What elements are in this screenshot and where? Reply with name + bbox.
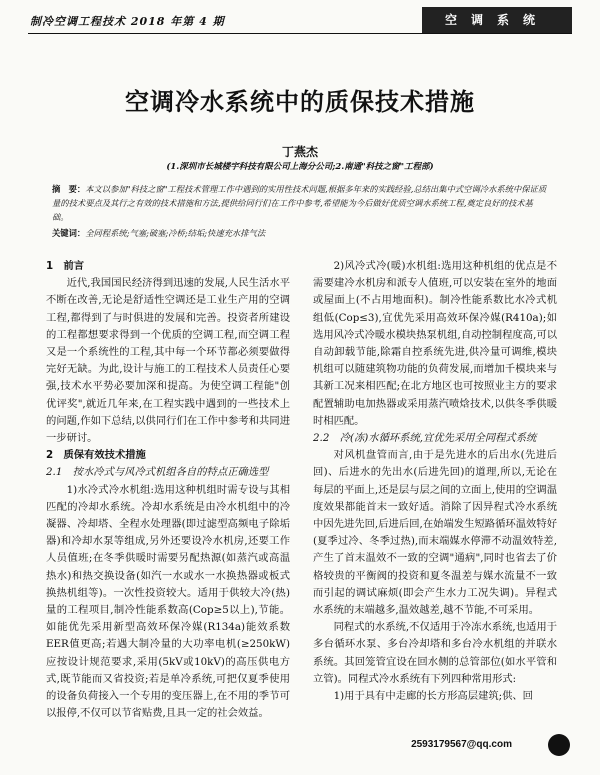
paragraph-water-cooled: 1)水冷式冷水机组:选用这种机组时需专设与其相匹配的冷却水系统。冷却水系统是由冷水机组中的冷凝器、冷却塔、全程水处理器(即过滤型高频电子除垢器)和冷却水泵等组成,另外还要设冷水机房,还要工作人员值班;在冬季供暖时需要另配热源(如蒸汽或高温热水)和热交换设备(如汽一水或水一水换热器或板式换热机组等)。一次性投资较大。适用于供较大冷(热)量的工程项目,制冷性能系数高(Cop≥5以上),节能。如能优先采用新型高效环保冷媒(R134a)能效系数EER值更高;若遇大制冷量的大功率电机(≥250kW)应按设计规范要求,采用(5kV或10kV)的高压供电方式,既节能而又省投资;若是单冷系统,可把仅夏季使用的设备负荷接入一个专用的变压器上,在不用的季节可以报停,不仅可以节省贴费,且具一定的社会效益。 [46, 483, 290, 720]
paragraph-same-range-2: 同程式的水系统,不仅适用于冷冻水系统,也适用于多台循环水泵、多台冷却塔和多台冷水机组的并联水系统。其回笼管宜设在回水侧的总管部位(如水平管和立管)。同程式冷水系统有下列四种常用形式: [313, 621, 557, 685]
article-title: 空调冷水系统中的质保技术措施 [125, 87, 475, 116]
paragraph-form-1: 1)用于具有中走廊的长方形高层建筑;供、回 [333, 690, 533, 703]
abstract [52, 182, 548, 224]
heading-2-2: 2.2 冷(冻)水循环系统,宜优先采用全同程式系统 [313, 432, 537, 445]
keywords [52, 226, 548, 240]
affiliation: (1.深圳市长城楼宇科技有限公司上海分公司;2.南通"科技之窗"工程部) [166, 162, 434, 172]
keywords-label: 关键词： [52, 228, 86, 238]
heading-intro: 1 前言 [46, 260, 85, 272]
page-number-badge [548, 734, 570, 756]
keywords-text: 全同程系统;气塞;破塞;冷桥;结垢;快速充水排气法 [85, 228, 266, 238]
page-header [0, 0, 600, 38]
author: 丁燕杰 [281, 145, 318, 159]
paragraph-intro: 近代,我国国民经济得到迅速的发展,人民生活水平不断在改善,无论是舒适性空调还是工业生产用的空调工程,都得到了与时俱进的发展和完善。投资者所建设的工程都想要求得到一个优质的空调工程,而空调工程又是一个系统性的工程,其中每一个环节都必须要做得完好无缺。为此,设计与施工的工程技术人员责任心要强,技术水平势必要加深和提高。为使空调工程能"创优评奖",就近几年来,在工程实践中遇到的一些技术上的问题,作如下总结,以供同行们在工作中参考和共同进一步研讨。 [46, 277, 290, 445]
paragraph-same-range-1: 对风机盘管而言,由于是先进水的后出水(先进后回)、后进水的先出水(后进先回)的道理,所以,无论在每层的平面上,还是层与层之间的立面上,使用的空调温度效果都能首末一致好适。消除了因异程式冷水系统中因先进先回,后进后回,在始端发生短路循环温效特好(夏季过冷、冬季过热),而末端媒水停滞不动温效特差,产生了首末温效不一致的空调"通病",同时也省去了价格较贵的平衡阀的投资和夏冬温差与媒水流量不一致而引起的调试麻烦(即会产生水力工况失调)。异程式水系统的末端越多,温效越差,越不节能,不可采用。 [313, 449, 557, 617]
heading-measures: 2 质保有效技术措施 [46, 449, 146, 462]
header-rule [28, 33, 572, 34]
journal-name: 制冷空调工程技术 2018 年第 4 期 [30, 15, 225, 28]
paragraph-air-cooled: 2)风冷式冷(暖)水机组:选用这种机组的优点是不需要建冷水机房和派专人值班,可以安装在室外的地面或屋面上(不占用地面积)。制冷性能系数比水冷式机组低(Cop≤3),宜优先采用高效环保冷媒(R410a);如选用风冷式冷暖水模块热泵机组,自动控制程度高,可以自动卸载节能,除霜自控系统先进,供冷量可调维,模块机组可以随建筑物功能的负荷发展,而增加千模块来与其新工况来相匹配;在北方地区也可按照业主方的要求配置辅助电加热器或采用蒸汽喷焓技术,以供冬季供暖时相匹配。 [313, 260, 557, 427]
abstract-label: 摘 要： [52, 184, 86, 194]
heading-2-1: 2.1 按水冷式与风冷式机组各自的特点正确选型 [46, 466, 269, 479]
abstract-text: 本文以参加"科技之窗"工程技术管理工作中遇到的实用性技术问题,根据多年来的实践经验,总结出集中式空调冷水系统中保证质量的技术要点及其行之有效的技术措施和方法,提供给同行们在工作中参考,希望能为今后做好优质空调水系统工程,奠定良好的技术基础。 [52, 184, 547, 222]
right-column [313, 258, 557, 705]
left-column [46, 258, 290, 722]
author-email: 2593179567@qq.com [411, 739, 512, 750]
column-tab: 空调系统 [422, 7, 572, 33]
